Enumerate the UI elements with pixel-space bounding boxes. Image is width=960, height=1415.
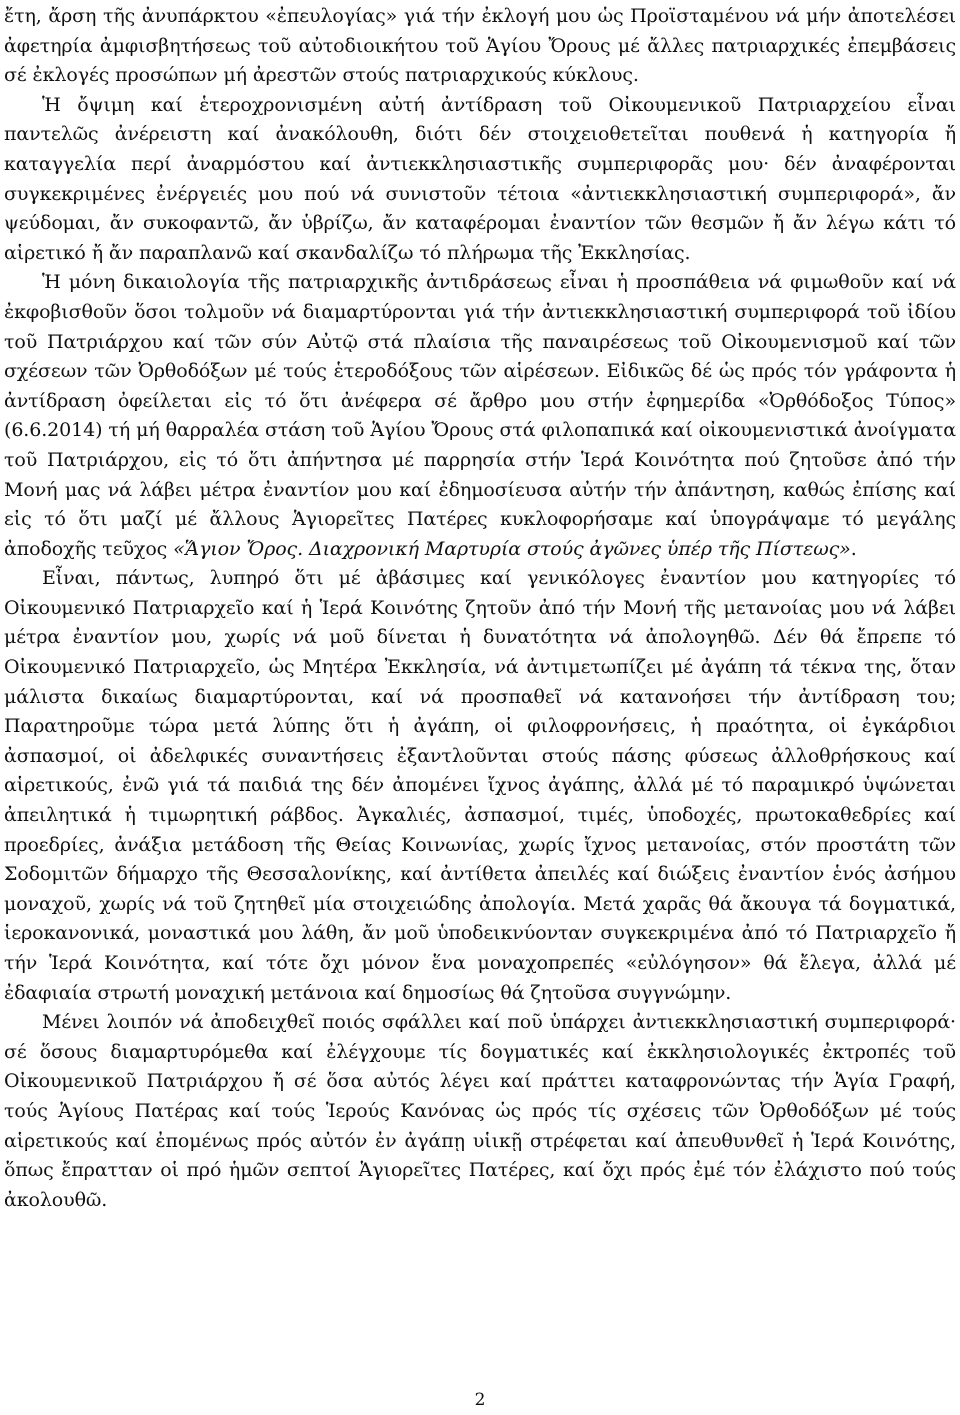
paragraph-conclusion: Μένει λοιπόν νά ἀποδειχθεῖ ποιός σφάλλει καί ποῦ ὑπάρχει ἀντιεκκλησιαστική συμπεριφορά· σέ ὅσους διαμαρτυρόμεθα καί ἐλέγχουμε τίς δογματικές καί ἐκκλησιολογικές ἐκτροπές τοῦ Οἰκουμενικοῦ Πατριάρχου ἤ σέ ὅσα αὐτός λέγει καί πράττει καταφρονώντας τήν Ἁγία Γραφή, τούς Ἁγίους Πατέρας καί τούς Ἱερούς Κανόνας ὡς πρός τίς σχέσεις τῶν Ὀρθοδόξων μέ τούς αἱρετικούς καί ἐπομένως πρός αὐτόν ἐν ἀγάπῃ υἱικῇ στρέφεται καί ἀπευθυνθεῖ ἡ Ἱερά Κοινότης, ὅπως ἔπρατταν οἱ πρό ἡμῶν σεπτοί Ἁγιορεῖτες Πατέρες, καί ὄχι πρός ἐμέ τόν ἐλάχιστο πού τούς ἀκολουθῶ.: [4, 1011, 956, 1211]
page-number: 2: [474, 1390, 486, 1410]
paragraph-justification-text: Ἡ μόνη δικαιολογία τῆς πατριαρχικῆς ἀντιδράσεως εἶναι ἡ προσπάθεια νά φιμωθοῦν καί νά ἐκφοβισθοῦν ὅσοι τολμοῦν νά διαμαρτύρονται γιά τήν ἀντιεκκλησιαστική συμπεριφορά τοῦ ἰδίου τοῦ Πατριάρχου καί τῶν σύν Αὐτῷ στά πλαίσια τῆς παναιρέσεως τοῦ Οἰκουμενισμοῦ καί τῶν σχέσεων τῶν Ὀρθοδόξων μέ τούς ἑτεροδόξους τῶν αἱρέσεων. Εἰδικῶς δέ ὡς πρός τόν γράφοντα ἡ ἀντίδραση ὀφείλεται εἰς τό ὅτι ἀνέφερα σέ ἄρθρο μου στήν ἐφημερίδα «Ὀρθόδοξος Τύπος» (6.6.2014) τή μή θαρραλέα στάση τοῦ Ἁγίου Ὄρους στά φιλοπαπικά καί οἰκουμενιστικά ἀνοίγματα τοῦ Πατριάρχου, εἰς τό ὅτι ἀπήντησα μέ παρρησία στήν Ἱερά Κοινότητα πού ζητοῦσε ἀπό τήν Μονή μας νά λάβει μέτρα ἐναντίον μου καί ἐδημοσίευσα αὐτήν τήν ἀπάντηση, καθώς ἐπίσης καί εἰς τό ὅτι μαζί μέ ἄλλους Ἁγιορεῖτες Πατέρες κυκλοφορήσαμε καί ὑπογράψαμε τό μεγάλης ἀποδοχῆς τεῦχος: [4, 271, 956, 560]
paragraph-justification-end: .: [850, 537, 857, 560]
paragraph-grievance: Εἶναι, πάντως, λυπηρό ὅτι μέ ἀβάσιμες καί γενικόλογες ἐναντίον μου κατηγορίες τό Οἰκουμενικό Πατριαρχεῖο καί ἡ Ἱερά Κοινότης ζητοῦν ἀπό τήν Μονή τῆς μετανοίας μου νά λάβει μέτρα ἐναντίον μου, χωρίς νά μοῦ δίνεται ἡ δυνατότητα νά ἀπολογηθῶ. Δέν θά ἔπρεπε τό Οἰκουμενικό Πατριαρχεῖο, ὡς Μητέρα Ἐκκλησία, νά ἀντιμετωπίζει μέ ἀγάπη τά τέκνα της, ὅταν μάλιστα δικαίως διαμαρτύρονται, καί νά προσπαθεῖ νά κατανοήσει τήν ἀντίδραση του; Παρατηροῦμε τώρα μετά λύπης ὅτι ἡ ἀγάπη, οἱ φιλοφρονήσεις, ἡ πραότητα, οἱ ἐγκάρδιοι ἀσπασμοί, οἱ ἀδελφικές συναντήσεις ἐξαντλοῦνται στούς πάσης φύσεως ἀλλοθρήσκους καί αἱρετικούς, ἐνῶ γιά τά παιδιά της δέν ἀπομένει ἴχνος ἀγάπης, ἀλλά μέ τό παραμικρό ὑψώνεται ἀπειλητικά ἡ τιμωρητική ράβδος. Ἀγκαλιές, ἀσπασμοί, τιμές, ὑποδοχές, πρωτοκαθεδρίες καί προεδρίες, ἀνάξια μετάδοση τῆς Θείας Κοινωνίας, χωρίς ἴχνος μετανοίας, στόν προστάτη τῶν Σοδομιτῶν δήμαρχο τῆς Θεσσαλονίκης, καί ἀντίθετα ἀπειλές καί διώξεις ἐναντίον ἑνός ἀσήμου μοναχοῦ, χωρίς νά τοῦ ζητηθεῖ μία στοιχειώδης ἀπολογία. Μετά χαρᾶς θά ἄκουγα τά δογματικά, ἱεροκανονικά, μοναστικά μου λάθη, ἄν μοῦ ὑποδεικνύονταν συγκεκριμένα ἀπό τό Πατριαρχεῖο ἤ τήν Ἱερά Κοινότητα, καί τότε ὄχι μόνον ἕνα μοναχοπρεπές «εὐλόγησον» θά ἔλεγα, ἀλλά μέ ἐδαφιαία στρωτή μοναχική μετάνοια καί δημοσίως θά ζητοῦσα συγγνώμην.: [4, 567, 956, 1004]
paragraph-continuation: ἔτη, ἄρση τῆς ἀνυπάρκτου «ἐπευλογίας» γιά τήν ἐκλογή μου ὡς Προϊσταμένου νά μήν ἀποτελέσει ἀφετηρία ἀμφισβητήσεως τοῦ αὐτοδιοικήτου τοῦ Ἁγίου Ὄρους μέ ἄλλες πατριαρχικές ἐπεμβάσεις σέ ἐκλογές προσώπων μή ἀρεστῶν στούς πατριαρχικούς κύκλους.: [4, 5, 956, 87]
publication-title: «Ἅγιον Ὄρος. Διαχρονική Μαρτυρία στούς ἀγῶνες ὑπέρ τῆς Πίστεως»: [173, 537, 851, 560]
paragraph-reaction: Ἡ ὄψιμη καί ἑτεροχρονισμένη αὐτή ἀντίδραση τοῦ Οἰκουμενικοῦ Πατριαρχείου εἶναι παντελῶς ἀνέρειστη καί ἀνακόλουθη, διότι δέν στοιχειοθετεῖται πουθενά ἡ κατηγορία ἤ καταγγελία περί ἀναρμόστου καί ἀντιεκκλησιαστικῆς συμπεριφορᾶς μου· δέν ἀναφέρονται συγκεκριμένες ἐνέργειές μου πού νά συνιστοῦν τέτοια «ἀντιεκκλησιαστική συμπεριφορά», ἄν ψεύδομαι, ἄν συκοφαντῶ, ἄν ὑβρίζω, ἄν καταφέρομαι ἐναντίον τῶν θεσμῶν ἤ ἄν λέγω κάτι τό αἱρετικό ἤ ἄν παραπλανῶ καί σκανδαλίζω τό πλήρωμα τῆς Ἐκκλησίας.: [4, 93, 956, 264]
document-page: [4, 2, 956, 1215]
paragraph-justification: [4, 268, 956, 564]
